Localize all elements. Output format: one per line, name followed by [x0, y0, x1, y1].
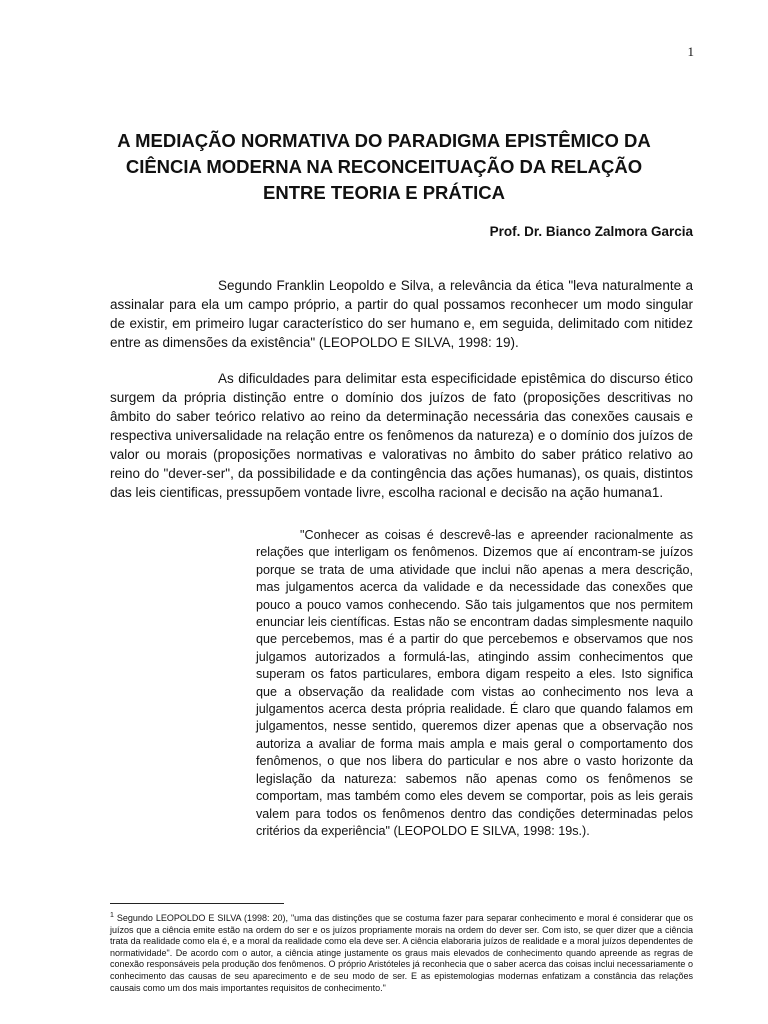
page-number: 1 [687, 44, 694, 59]
footnote-divider [110, 903, 284, 904]
body-paragraph-1: Segundo Franklin Leopoldo e Silva, a relevância da ética "leva naturalmente a assinalar para ela um campo próprio, a partir do qual possamos reconhecer um modo singular de existir, em primeiro lugar característico do ser humano e, em seguida, delimitado com nitidez entre as dimensões da existência" (LEOPOLDO E SILVA, 1998: 19). [110, 278, 693, 350]
block-quote: "Conhecer as coisas é descrevê-las e apreender racionalmente as relações que interligam os fenômenos. Dizemos que aí encontram-se juízos porque se trata de uma atividade que inclui não apenas a mera descrição, mas julgamentos acerca da validade e da necessidade das conexões que pouco a pouco vamos conhecendo. São tais julgamentos que nos permitem enunciar leis científicas. Estas não se encontram dadas simplesmente naquilo que percebemos, mas é a partir do que percebemos e observamos que nos julgamos autorizados a formulá-las, atingindo assim conhecimentos que superam os fatos particulares, embora digam respeito a eles. Isto significa que a observação da realidade com vistas ao conhecimento nos leva a julgamentos acerca desta própria realidade. É claro que quando falamos em julgamentos, nesse sentido, queremos dizer apenas que a observação nos autoriza a avaliar de forma mais ampla e mais geral o comportamento dos fenômenos, o que nos libera do particular e nos abre o vasto horizonte da legislação da natureza: sabemos não apenas como os fenômenos se comportam, mas também como eles devem se comportar, pois as leis gerais valem para todos os fenômenos dentro das condições determinadas pelos critérios da experiência" (LEOPOLDO E SILVA, 1998: 19s.). [256, 528, 693, 838]
footnote-marker: 1 [110, 912, 114, 919]
author-name: Prof. Dr. Bianco Zalmora Garcia [489, 224, 693, 239]
footnote-text: Segundo LEOPOLDO E SILVA (1998: 20), "uma das distinções que se costuma fazer para separar conhecimento e moral é considerar que os juízos que a ciência emite estão na ordem do ser e os juízos propriamente morais na ordem do dever ser. Com isto, se quer dizer que a ciência trata da realidade como ela é, e a moral da realidade como ela deve ser. A ciência elaboraria juízos de realidade e a moral juízos dependentes de normatividade". De acordo com o autor, a ciência atinge justamente os graus mais elevados de conhecimento quando apreende as regras de conexão responsáveis pela produção dos fenômenos. O próprio Aristóteles já reconhecia que o saber acerca das coisas inclui necessariamente o conhecimento das causas de seu aparecimento e de seu modo de ser. E as epistemologias modernas enfatizam a constância das relações causais como um dos mais importantes requisitos de conhecimento." [110, 913, 693, 993]
document-title: A MEDIAÇÃO NORMATIVA DO PARADIGMA EPISTÊMICO DA CIÊNCIA MODERNA NA RECONCEITUAÇÃO DA RELAÇÃO ENTRE TEORIA E PRÁTICA [117, 130, 651, 203]
footnote [110, 910, 693, 994]
body-paragraph-2: As dificuldades para delimitar esta especificidade epistêmica do discurso ético surgem da própria distinção entre o domínio dos juízos de fato (proposições descritivas no âmbito do saber teórico relativo ao reino da determinação necessária das conexões causais e respectiva universalidade na relação entre os fenômenos da natureza) e o domínio dos juízos de valor ou morais (proposições normativas e valorativas no âmbito do saber prático relativo ao reino do "dever-ser", da possibilidade e da contingência das ações humanas), os quais, distintos das leis cientificas, pressupõem vontade livre, escolha racional e decisão na ação humana1. [110, 371, 693, 500]
